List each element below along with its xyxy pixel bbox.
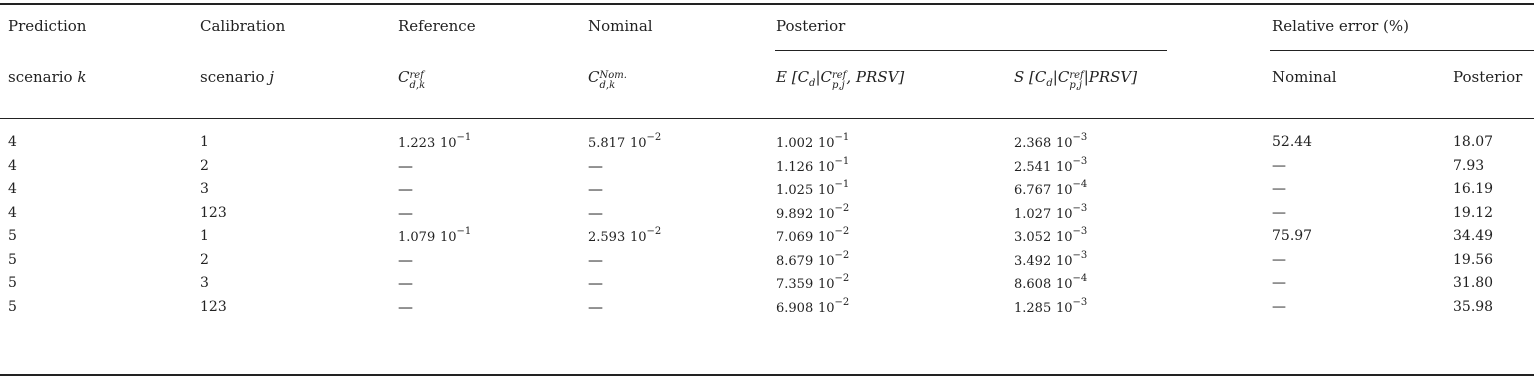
- cell-posterior-std: 6.767 $10^{-4}$: [1014, 179, 1088, 198]
- header-nominal: Nominal: [588, 17, 653, 35]
- cell-reference: —: [398, 180, 413, 198]
- cell-nominal: —: [588, 297, 603, 316]
- cell-posterior-std: 1.027 $10^{-3}$: [1014, 202, 1088, 222]
- cell-rel-nominal: —: [1272, 298, 1286, 315]
- cell-reference: 1.079 $10^{-1}$: [398, 226, 472, 245]
- header-calibration: Calibration: [200, 17, 286, 35]
- cell-prediction-k: 5: [8, 298, 17, 315]
- cell-nominal: 5.817 $10^{-2}$: [588, 132, 662, 151]
- cell-posterior-std: 2.368 $10^{-3}$: [1014, 132, 1088, 151]
- cell-rel-nominal: 75.97: [1272, 228, 1313, 244]
- cell-calibration-j: 123: [200, 298, 227, 315]
- cell-nominal: —: [588, 156, 603, 175]
- cell-rel-nominal: —: [1272, 251, 1286, 268]
- cell-calibration-j: 3: [200, 181, 209, 197]
- cell-nominal: —: [588, 203, 603, 222]
- cell-rel-nominal: —: [1272, 275, 1286, 291]
- cell-posterior-std: 2.541 $10^{-3}$: [1014, 155, 1088, 175]
- cell-rel-nominal: 52.44: [1272, 134, 1313, 150]
- cell-rel-posterior: 7.93: [1453, 157, 1485, 174]
- cell-rel-nominal: —: [1272, 157, 1286, 174]
- cell-rel-posterior: 35.98: [1453, 298, 1494, 315]
- cell-posterior-std: 3.052 $10^{-3}$: [1014, 226, 1088, 245]
- cell-nominal: —: [588, 274, 603, 292]
- cell-posterior-std: 8.608 $10^{-4}$: [1014, 273, 1088, 292]
- top-rule: [0, 3, 1534, 5]
- header-reference: Reference: [398, 17, 476, 35]
- cell-reference: 1.223 $10^{-1}$: [398, 132, 472, 151]
- cell-posterior-mean: 6.908 $10^{-2}$: [776, 296, 850, 316]
- cell-reference: —: [398, 250, 413, 269]
- cell-posterior-std: 1.285 $10^{-3}$: [1014, 296, 1088, 316]
- cell-rel-posterior: 34.49: [1453, 228, 1494, 244]
- cell-rel-posterior: 16.19: [1453, 181, 1494, 197]
- cell-rel-posterior: 19.12: [1453, 204, 1494, 221]
- relative-error-group-rule: [1270, 50, 1534, 51]
- cell-calibration-j: 123: [200, 204, 227, 221]
- cell-nominal: —: [588, 180, 603, 198]
- cell-prediction-k: 4: [8, 134, 17, 150]
- cell-posterior-mean: 7.069 $10^{-2}$: [776, 226, 850, 245]
- cell-rel-posterior: 19.56: [1453, 251, 1494, 268]
- cell-calibration-j: 1: [200, 228, 209, 244]
- header-rel-nominal: Nominal: [1272, 68, 1337, 86]
- cell-prediction-k: 5: [8, 228, 17, 244]
- cell-reference: —: [398, 297, 413, 316]
- cell-reference: —: [398, 203, 413, 222]
- header-reference-symbol: C ref d,k: [398, 68, 426, 91]
- cell-calibration-j: 3: [200, 275, 209, 291]
- header-rule: [0, 118, 1534, 119]
- cell-posterior-std: 3.492 $10^{-3}$: [1014, 249, 1088, 269]
- header-posterior-mean: E [$C_d|C$ ref p,j , PRSV]: [776, 68, 905, 91]
- header-nominal-symbol: C Nom. d,k: [588, 68, 627, 91]
- header-relative-error: Relative error (%): [1272, 17, 1409, 35]
- header-posterior: Posterior: [776, 17, 846, 35]
- header-prediction: Prediction: [8, 17, 87, 35]
- header-rel-posterior: Posterior: [1453, 68, 1523, 86]
- cell-prediction-k: 5: [8, 275, 17, 291]
- cell-calibration-j: 2: [200, 157, 209, 174]
- cell-posterior-mean: 1.126 $10^{-1}$: [776, 155, 850, 175]
- cell-posterior-mean: 1.002 $10^{-1}$: [776, 132, 850, 151]
- cell-prediction-k: 4: [8, 204, 17, 221]
- cell-rel-nominal: —: [1272, 181, 1286, 197]
- bottom-rule: [0, 374, 1534, 376]
- cell-prediction-k: 4: [8, 157, 17, 174]
- cell-nominal: —: [588, 250, 603, 269]
- cell-reference: —: [398, 274, 413, 292]
- cell-calibration-j: 1: [200, 134, 209, 150]
- cell-rel-nominal: —: [1272, 204, 1286, 221]
- header-calibration-scenario: scenario j: [200, 68, 275, 86]
- cell-posterior-mean: 9.892 $10^{-2}$: [776, 202, 850, 222]
- cell-posterior-mean: 8.679 $10^{-2}$: [776, 249, 850, 269]
- header-prediction-scenario: scenario k: [8, 68, 87, 86]
- cell-reference: —: [398, 156, 413, 175]
- cell-posterior-mean: 1.025 $10^{-1}$: [776, 179, 850, 198]
- cell-rel-posterior: 18.07: [1453, 134, 1494, 150]
- cell-prediction-k: 5: [8, 251, 17, 268]
- posterior-group-rule: [775, 50, 1167, 51]
- cell-posterior-mean: 7.359 $10^{-2}$: [776, 273, 850, 292]
- cell-nominal: 2.593 $10^{-2}$: [588, 226, 662, 245]
- header-posterior-std: S [$C_d|C$ ref p,j |PRSV]: [1014, 68, 1138, 91]
- cell-rel-posterior: 31.80: [1453, 275, 1494, 291]
- cell-calibration-j: 2: [200, 251, 209, 268]
- cell-prediction-k: 4: [8, 181, 17, 197]
